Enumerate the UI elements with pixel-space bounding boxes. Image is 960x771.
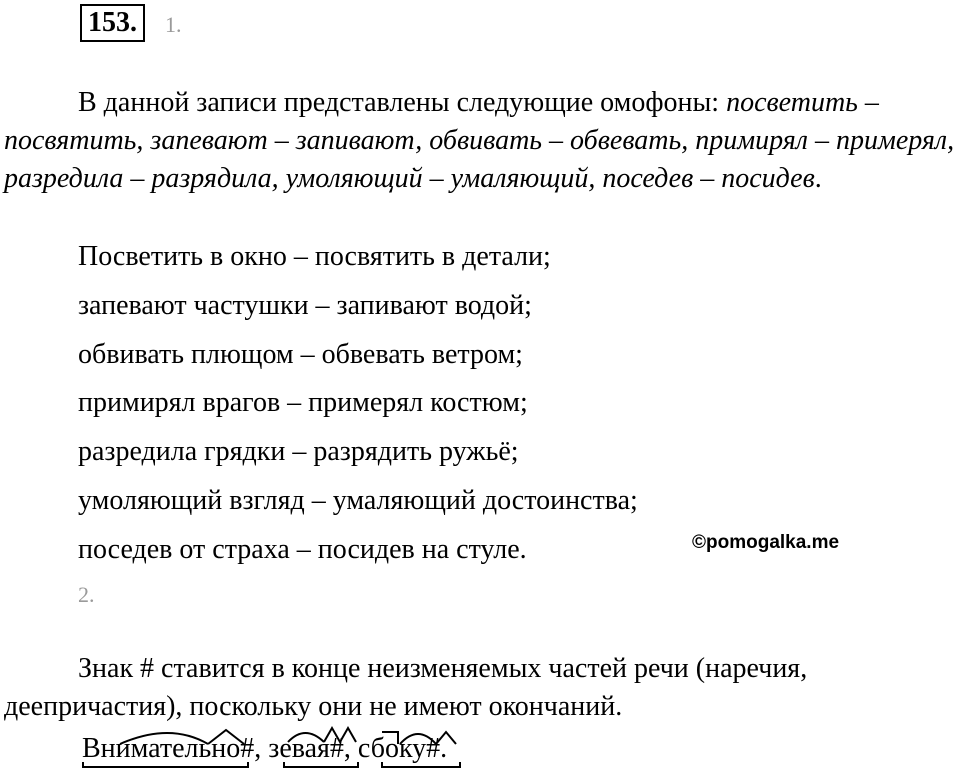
morpheme-word-2: зевая: [268, 733, 330, 764]
example-line: поседев от страха – посидев на стуле.: [78, 534, 527, 565]
example-line: Посветить в окно – посвятить в детали;: [78, 241, 551, 272]
intro-homophones: посветить – посвятить, запевают – запивают, обвивать – обвевать, примирял – примерял, разредила – разрядила, умоляющий – умаляющий, поседев – посидев: [4, 87, 955, 194]
example-line: запевают частушки – запивают водой;: [78, 290, 532, 321]
intro-paragraph: [4, 84, 956, 198]
morpheme-word-2-ending: #,: [329, 733, 358, 764]
watermark: ©pomogalka.me: [692, 532, 840, 553]
morpheme-word-3: сбоку: [357, 733, 427, 764]
morpheme-word-1-ending: #,: [240, 733, 269, 764]
task-number: 153.: [80, 4, 145, 42]
example-line: умоляющий взгляд – умаляющий достоинства;: [78, 485, 638, 516]
explanation-paragraph: [4, 650, 956, 726]
morpheme-word-1: Внимательно: [82, 733, 241, 764]
example-line: обвивать плющом – обвевать ветром;: [78, 339, 523, 370]
example-line: примирял врагов – примерял костюм;: [78, 387, 528, 418]
morpheme-word-3-ending: #.: [426, 733, 448, 764]
intro-lead: В данной записи представлены следующие омофоны:: [78, 87, 727, 118]
explanation-text: Знак # ставится в конце неизменяемых частей речи (наречия, деепричастия), поскольку они не имеют окончаний.: [4, 653, 808, 722]
intro-end: .: [814, 163, 822, 194]
part-1-label: 1.: [165, 12, 182, 37]
example-line: разредила грядки – разрядить ружьё;: [78, 436, 519, 467]
part-2-label: 2.: [78, 582, 95, 607]
morpheme-examples: [82, 730, 447, 768]
